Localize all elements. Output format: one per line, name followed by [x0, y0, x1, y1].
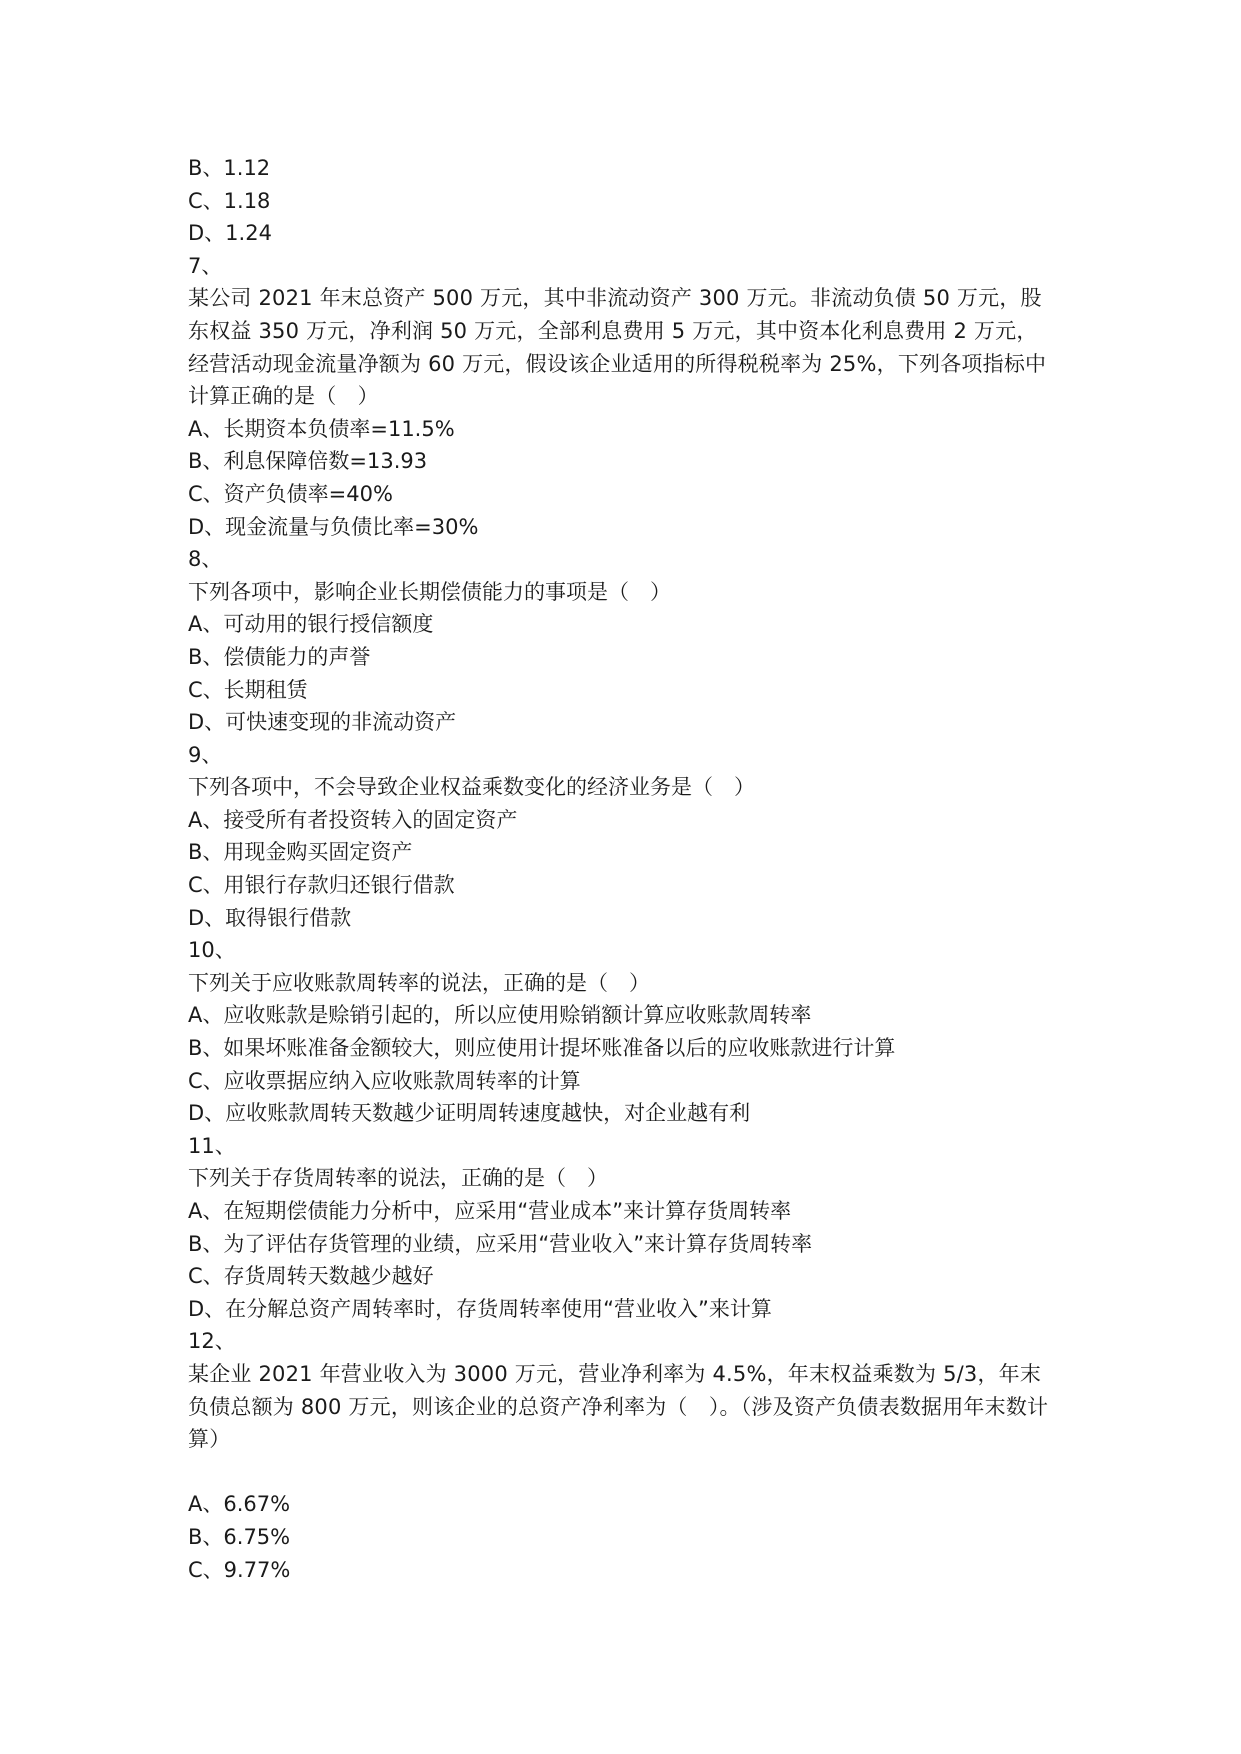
- option-c-q10: C、应收票据应纳入应收账款周转率的计算: [188, 1068, 581, 1093]
- option-c-q8: C、长期租赁: [188, 677, 308, 702]
- question-stem-10: 下列关于应收账款周转率的说法，正确的是（ ）: [188, 970, 650, 995]
- option-c-q9: C、用银行存款归还银行借款: [188, 873, 455, 898]
- option-d-q7: D、现金流量与负债比率=30%: [188, 514, 479, 539]
- question-stem-12: 某企业 2021 年营业收入为 3000 万元，营业净利率为 4.5%，年末权益乘数为 5/3，年末负债总额为 800 万元，则该企业的总资产净利率为（ ）。（涉及资产负债表数据用年末数计算）: [188, 1361, 1049, 1452]
- question-stem-7: 某公司 2021 年末总资产 500 万元，其中非流动资产 300 万元。非流动负债 50 万元，股东权益 350 万元，净利润 50 万元，全部利息费用 5 万元，其中资本化利息费用 2 万元，经营活动现金流量净额为 60 万元，假设该企业适用的所得税税率为 25%，下列各项指标中计算正确的是（ ）: [188, 286, 1047, 409]
- document-page: [188, 152, 1058, 1586]
- option-b-q10: B、如果坏账准备金额较大，则应使用计提坏账准备以后的应收账款进行计算: [188, 1036, 896, 1061]
- option-a-q8: A、可动用的银行授信额度: [188, 612, 434, 637]
- option-b-q8: B、偿债能力的声誉: [188, 644, 371, 669]
- option-a-q10: A、应收账款是赊销引起的，所以应使用赊销额计算应收账款周转率: [188, 1003, 812, 1028]
- option-a-q9: A、接受所有者投资转入的固定资产: [188, 807, 518, 832]
- question-number-10: 10、: [188, 938, 236, 963]
- option-d-q10: D、应收账款周转天数越少证明周转速度越快，对企业越有利: [188, 1101, 751, 1126]
- option-c-q7: C、资产负债率=40%: [188, 481, 393, 506]
- option-a-q7: A、长期资本负债率=11.5%: [188, 416, 455, 441]
- option-b-q11: B、为了评估存货管理的业绩，应采用“营业收入”来计算存货周转率: [188, 1231, 813, 1256]
- option-d-q9: D、取得银行借款: [188, 905, 352, 930]
- option-b-q9: B、用现金购买固定资产: [188, 840, 413, 865]
- option-c-q12: C、9.77%: [188, 1557, 291, 1582]
- question-number-7: 7、: [188, 253, 223, 278]
- question-number-8: 8、: [188, 547, 223, 572]
- option-b-q7: B、利息保障倍数=13.93: [188, 449, 428, 474]
- option-a-q11: A、在短期偿债能力分析中，应采用“营业成本”来计算存货周转率: [188, 1199, 792, 1223]
- question-stem-11: 下列关于存货周转率的说法，正确的是（ ）: [188, 1166, 608, 1191]
- option-c-q6: C、1.18: [188, 188, 271, 213]
- question-number-11: 11、: [188, 1133, 236, 1158]
- option-d-q11: D、在分解总资产周转率时，存货周转率使用“营业收入”来计算: [188, 1296, 772, 1321]
- blank-line: [188, 1456, 1058, 1489]
- option-b-q6: B、1.12: [188, 156, 271, 180]
- option-a-q12: A、6.67%: [188, 1492, 291, 1517]
- option-b-q12: B、6.75%: [188, 1524, 291, 1549]
- option-c-q11: C、存货周转天数越少越好: [188, 1264, 434, 1289]
- question-stem-9: 下列各项中，不会导致企业权益乘数变化的经济业务是（ ）: [188, 775, 755, 800]
- question-stem-8: 下列各项中，影响企业长期偿债能力的事项是（ ）: [188, 579, 671, 604]
- question-number-12: 12、: [188, 1329, 236, 1354]
- option-d-q6: D、1.24: [188, 221, 272, 246]
- option-d-q8: D、可快速变现的非流动资产: [188, 710, 457, 735]
- question-number-9: 9、: [188, 742, 223, 767]
